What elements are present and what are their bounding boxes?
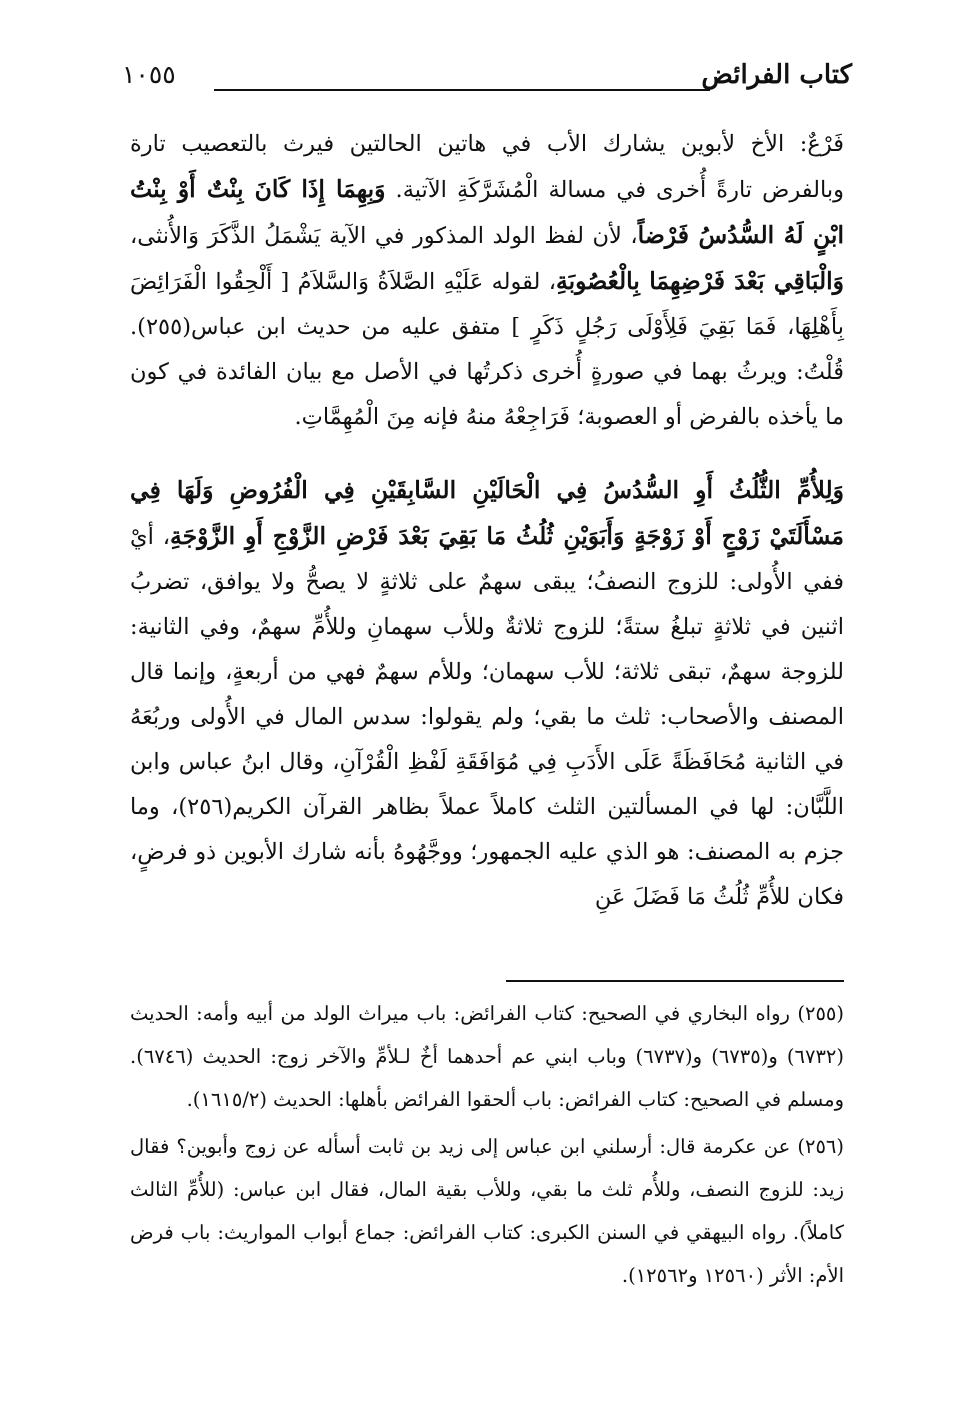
footnote-separator (506, 980, 844, 982)
footnote-256: (٢٥٦) عن عكرمة قال: أرسلني ابن عباس إلى زيد بن ثابت أسأله عن زوج وأبوين؟ فقال زيد: للزوج النصف، وللأُم ثلث ما بقي، وللأب بقية المال، فقال ابن عباس: (للأُمِّ الثالث كاملاً). رواه البيهقي في السنن الكبرى: كتاب الفرائض: جماع أبواب المواريث: باب فرض الأم: الأثر (١٢٥٦٠ و١٢٥٦٢). (130, 1135, 844, 1287)
main-text (130, 122, 844, 920)
matn-run: وَلِلأُمِّ الثُّلُثُ أَوِ السُّدُسُ فِي الْحَالَيْنِ السَّابِقَيْنِ فِي الْفُرُوضِ وَلَهَا فِي مَسْأَلَتَيْ زَوْجٍ أَوْ زَوْجَةٍ وَأَبَوَيْنِ ثُلُثُ مَا بَقِيَ بَعْدَ فَرْضِ الزَّوْجِ أَوِ الزَّوْجَةِ (130, 476, 844, 550)
text-run: ، لقوله عَلَيْهِ الصَّلاَةُ وَالسَّلاَمُ [ أَلْحِقُوا الْفَرَائِضَ بِأَهْلِهَا، فَمَا بَقِيَ فَلِأَوْلَى رَجُلٍ ذَكَرٍ ] متفق عليه من حديث ابن عباس(٢٥٥). قُلْتُ: ويرثُ بهما في صورةٍ أُخرى ذكرتُها في الأصل مع بيان الفائدة في كون ما يأخذه بالفرض أو العصوبة؛ فَرَاجِعْهُ منهُ فإنه مِنَ الْمُهِمَّاتِ. (130, 269, 844, 430)
matn-run: وَالْبَاقِي بَعْدَ فَرْضِهِمَا بِالْعُصُوبَةِ (555, 267, 844, 295)
footnotes (130, 992, 844, 1301)
header-title: كتاب الفرائض (701, 60, 852, 90)
page-number: ١٠٥٥ (122, 60, 176, 89)
footnote-255: (٢٥٥) رواه البخاري في الصحيح: كتاب الفرائض: باب ميراث الولد من أبيه وأمه: الحديث (٦٧٣٢) و(٦٧٣٥) و(٦٧٣٧) وباب ابني عم أحدهما أخٌ لـلأمِّ والآخر زوج: الحديث (٦٧٤٦). ومسلم في الصحيح: كتاب الفرائض: باب ألحقوا الفرائض بأهلها: الحديث (١٦١٥/٢). (130, 1002, 845, 1111)
paragraph-2 (130, 468, 844, 920)
text-run: فَرْعٌ: الأخ لأبوين يشارك الأب في هاتين الحالتين فيرث بالتعصيب تارة وبالفرض تارةً أُخرى في مسالة الْمُشَرَّكَةِ الآتية. (130, 131, 844, 203)
running-header (122, 58, 852, 94)
text-run: ، لأن لفظ الولد المذكور في الآية يَشْمَلُ الذَّكَرَ وَالأُنثى، (130, 223, 638, 249)
paragraph-1 (130, 122, 844, 440)
matn-run: وَبِهِمَا إِذَا كَانَ بِنْتٌ أَوْ بِنْتُ ابْنٍ لَهُ السُّدُسُ فَرْضاً (130, 175, 844, 249)
header-rule (214, 89, 710, 91)
text-run: ، أيْ ففي الأُولى: للزوج النصفُ؛ يبقى سهمٌ على ثلاثةٍ لا يصحُّ ولا يوافق، تضربُ اثنين في ثلاثةٍ تبلغُ ستةً؛ للزوج ثلاثةٌ وللأب سهمانِ وللأُمِّ سهمٌ، وفي الثانية: للزوجة سهمٌ، تبقى ثلاثة؛ للأب سهمان؛ وللأم سهمٌ فهي من أربعةٍ، وإنما قال المصنف والأصحاب: ثلث ما بقي؛ ولم يقولوا: سدس المال في الأُولى وربُعَهُ في الثانية مُحَافَظَةً عَلَى الأَدَبِ فِي مُوَافَقَةِ لَفْظِ الْقُرْآنِ، وقال ابنُ عباس وابن اللَّبَّان: لها في المسألتين الثلث كاملاً عملاً بظاهر القرآن الكريم(٢٥٦)، وما جزم به المصنف: هو الذي عليه الجمهور؛ ووجَّهُوهُ بأنه شارك الأبوين ذو فرضٍ، فكان للأُمِّ ثُلُثُ مَا فَضَلَ عَنِ (130, 524, 844, 910)
